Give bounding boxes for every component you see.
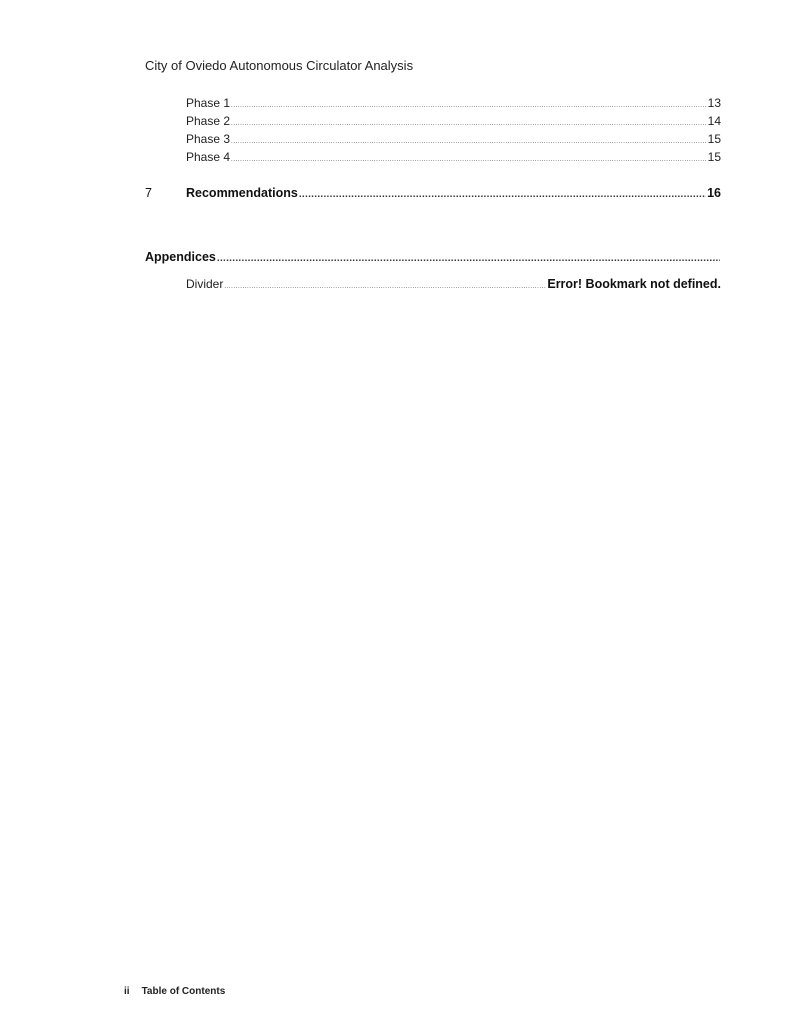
toc-entry-title: Recommendations (186, 186, 298, 200)
toc-entry-phase-1[interactable] (186, 96, 721, 110)
toc-entry-title: Phase 4 (186, 150, 231, 164)
toc-entry-title: Divider (186, 277, 224, 291)
footer-page-number: ii (124, 986, 130, 997)
toc-entry-divider[interactable] (186, 277, 721, 291)
page-footer (124, 986, 225, 997)
toc-entry-phase-2[interactable] (186, 114, 721, 128)
dot-leader (224, 284, 546, 290)
dot-leader (231, 103, 707, 109)
toc-entry-appendices[interactable] (145, 250, 721, 264)
toc-entry-page: 15 (707, 132, 721, 146)
toc-entry-phase-3[interactable] (186, 132, 721, 146)
toc-entry-title: Phase 3 (186, 132, 231, 146)
toc-entry-title: Phase 2 (186, 114, 231, 128)
toc-entry-title: Appendices (145, 250, 216, 264)
toc-entry-title: Phase 1 (186, 96, 231, 110)
running-header: City of Oviedo Autonomous Circulator Analysis (145, 58, 414, 73)
bookmark-error-text: Error! Bookmark not defined. (547, 277, 721, 291)
dot-leader (231, 139, 707, 145)
toc-entry-page: 13 (707, 96, 721, 110)
dot-leader (217, 253, 720, 264)
dot-leader (299, 189, 706, 200)
toc-entry-page: 16 (707, 186, 721, 200)
toc-entry-page: 14 (707, 114, 721, 128)
section-number: 7 (145, 186, 152, 200)
footer-section-label: Table of Contents (141, 986, 226, 997)
toc-entry-phase-4[interactable] (186, 150, 721, 164)
dot-leader (231, 157, 707, 163)
dot-leader (231, 121, 707, 127)
toc-entry-page: 15 (707, 150, 721, 164)
toc-entry-recommendations[interactable] (186, 186, 721, 200)
